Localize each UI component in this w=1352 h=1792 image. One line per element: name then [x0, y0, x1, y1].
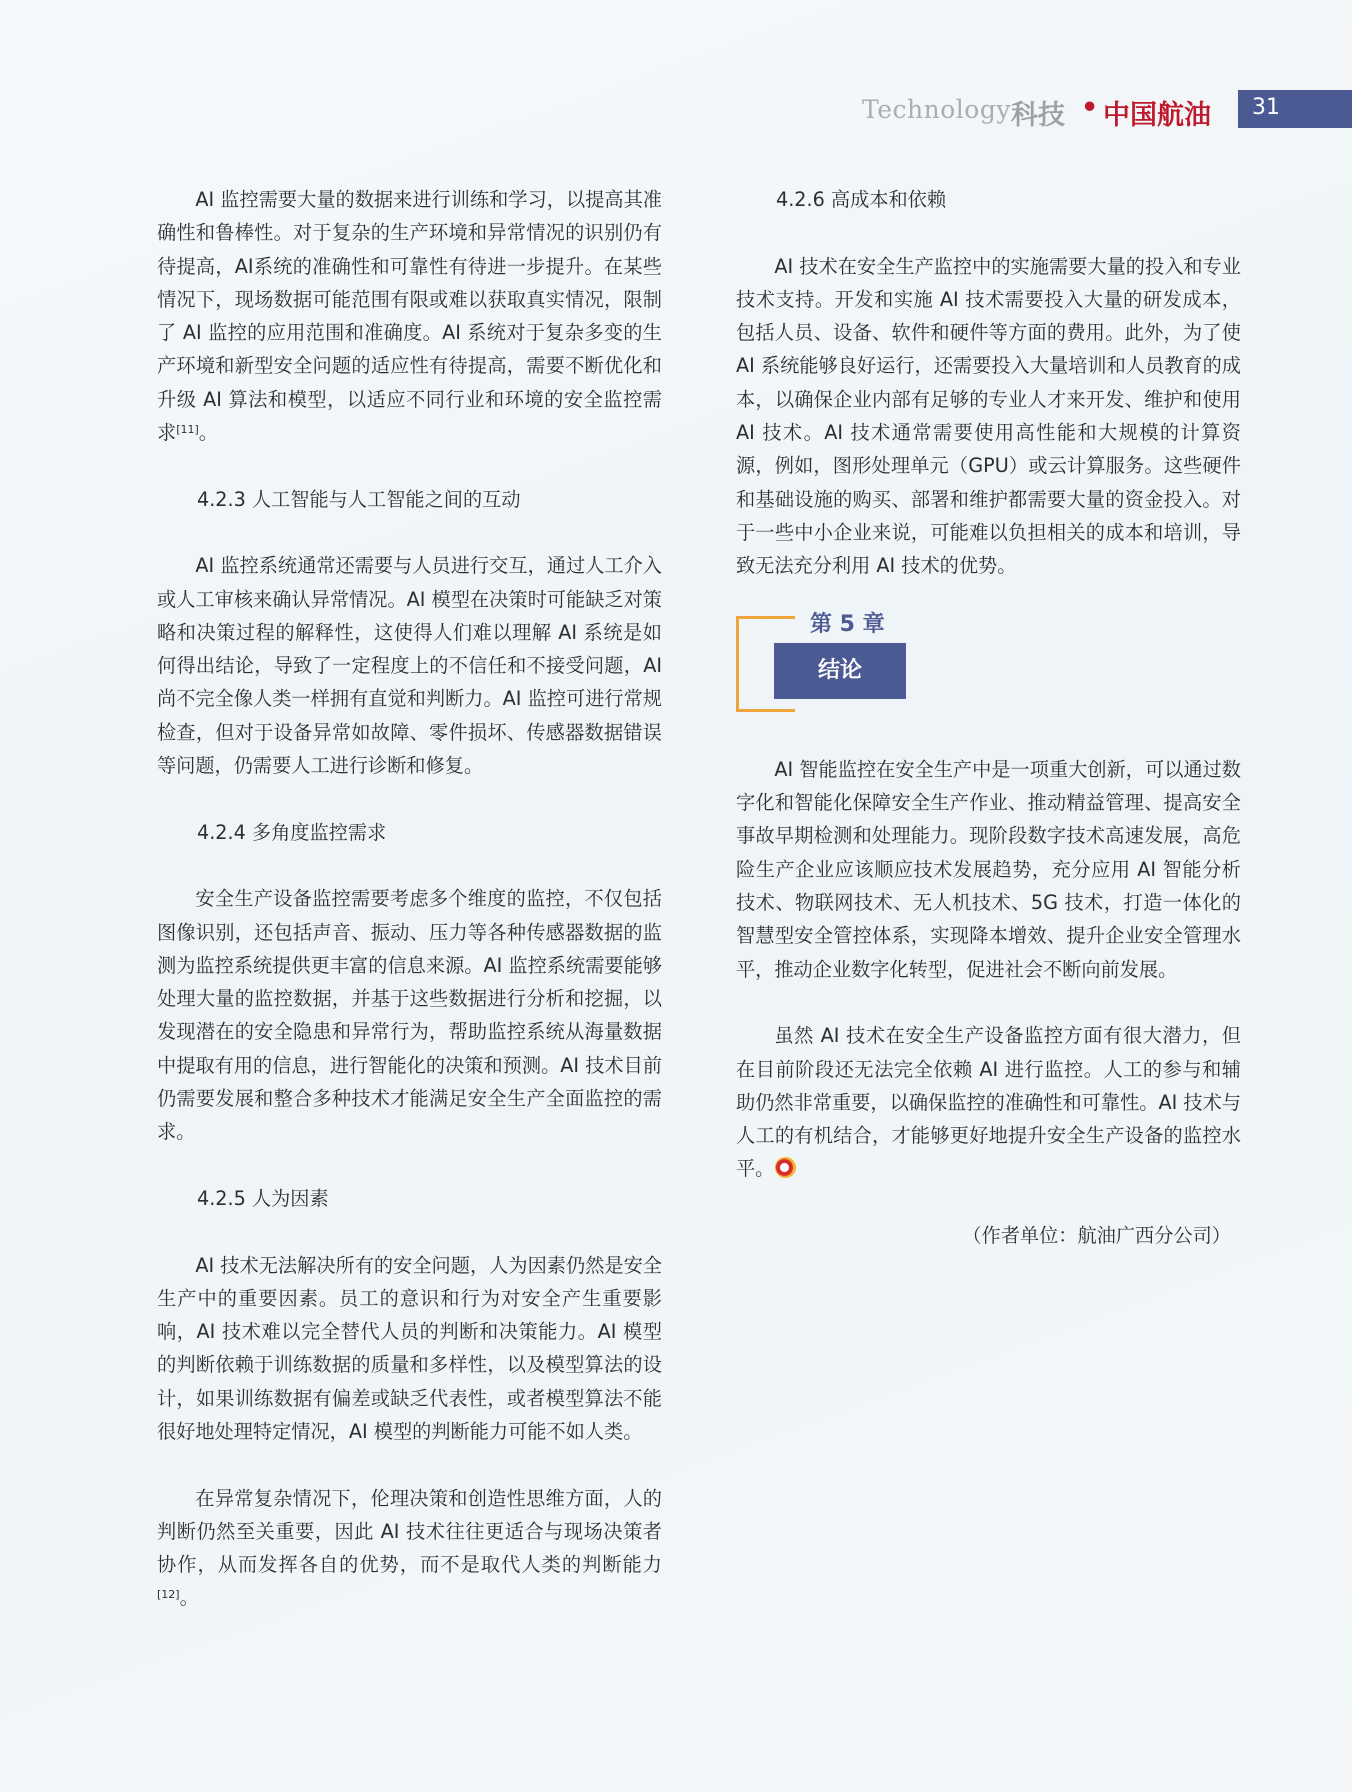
end-mark-icon: [775, 1157, 796, 1178]
left-column: [157, 183, 662, 1648]
paragraph-conclusion-2: [736, 1019, 1241, 1185]
heading-4-2-6: 4.2.6 高成本和依赖: [776, 188, 947, 211]
header-brand: 中国航油: [1103, 100, 1211, 131]
heading-4-2-3: 4.2.3 人工智能与人工智能之间的互动: [197, 487, 521, 511]
paragraph-text: 在异常复杂情况下，伦理决策和创造性思维方面，人的判断仍然至关重要，因此 AI 技术往往更适合与现场决策者协作，从而发挥各自的优势，而不是取代人类的判断能力: [157, 1486, 662, 1577]
chapter-title-box: 结论: [774, 643, 906, 699]
header-technology-label: Technology: [862, 95, 1011, 124]
header-dot: •: [1081, 92, 1099, 123]
right-column: [736, 183, 1241, 1286]
page-number: 31: [1252, 95, 1280, 120]
heading-4-2-5: 4.2.5 人为因素: [197, 1186, 329, 1210]
page-number-tab: [1238, 90, 1352, 128]
header-section-label: 科技: [1011, 100, 1065, 131]
paragraph-ai-data-needs: [157, 183, 662, 449]
paragraph-text: 虽然 AI 技术在安全生产设备监控方面有很大潜力，但在目前阶段还无法完全依赖 AI 进行监控。人工的参与和辅助仍然非常重要，以确保监控的准确性和可靠性。AI 技术与人工的有机结合，才能够更好地提升安全生产设备的监控水平。: [736, 1024, 1241, 1181]
reference-11: [11]: [176, 423, 199, 437]
paragraph-high-cost: AI 技术在安全生产监控中的实施需要大量的投入和专业技术支持。开发和实施 AI 技术需要投入大量的研发成本，包括人员、设备、软件和硬件等方面的费用。此外，为了使 AI 系统能够良好运行，还需要投入大量培训和人员教育的成本，以确保企业内部有足够的专业人才来开发、维护和使用 AI 技术。AI 技术通常需要使用高性能和大规模的计算资源，例如，图形处理单元（GPU）或云计算服务。这些硬件和基础设施的购买、部署和维护都需要大量的资金投入。对于一些中小企业来说，可能难以负担相关的成本和培训，导致无法充分利用 AI 技术的优势。: [736, 254, 1241, 578]
paragraph-text: AI 监控需要大量的数据来进行训练和学习，以提高其准确性和鲁棒性。对于复杂的生产环境和异常情况的识别仍有待提高，AI系统的准确性和可靠性有待进一步提升。在某些情况下，现场数据可能范围有限或难以获取真实情况，限制了 AI 监控的应用范围和准确度。AI 系统对于复杂多变的生产环境和新型安全问题的适应性有待提高，需要不断优化和升级 AI 算法和模型，以适应不同行业和环境的安全监控需求: [157, 188, 662, 445]
chapter-5-heading: [736, 611, 1241, 708]
author-affiliation: （作者单位：航油广西分公司）: [962, 1224, 1231, 1248]
paragraph-human-factors: AI 技术无法解决所有的安全问题，人为因素仍然是安全生产中的重要因素。员工的意识和行为对安全产生重要影响，AI 技术难以完全替代人员的判断和决策能力。AI 模型的判断依赖于训练数据的质量和多样性，以及模型算法的设计，如果训练数据有偏差或缺乏代表性，或者模型算法不能很好地处理特定情况，AI 模型的判断能力可能不如人类。: [157, 1253, 662, 1443]
chapter-number: 第 5 章: [810, 611, 885, 637]
paragraph-ethics: [157, 1482, 662, 1615]
paragraph-human-interaction: AI 监控系统通常还需要与人员进行交互，通过人工介入或人工审核来确认异常情况。AI 模型在决策时可能缺乏对策略和决策过程的解释性，这使得人们难以理解 AI 系统是如何得出结论，导致了一定程度上的不信任和不接受问题，AI 尚不完全像人类一样拥有直觉和判断力。AI 监控可进行常规检查，但对于设备异常如故障、零件损坏、传感器数据错误等问题，仍需要人工进行诊断和修复。: [157, 554, 662, 778]
page-header: [0, 90, 1352, 130]
reference-12: [12]: [157, 1588, 180, 1602]
heading-4-2-4: 4.2.4 多角度监控需求: [197, 820, 387, 844]
paragraph-conclusion-1: AI 智能监控在安全生产中是一项重大创新，可以通过数字化和智能化保障安全生产作业、推动精益管理、提高安全事故早期检测和处理能力。现阶段数字技术高速发展，高危险生产企业应该顺应技术发展趋势，充分应用 AI 智能分析技术、物联网技术、无人机技术、5G 技术，打造一体化的智慧型安全管控体系，实现降本增效、提升企业安全管理水平，推动企业数字化转型，促进社会不断向前发展。: [736, 757, 1241, 981]
paragraph-end: 。: [179, 1586, 199, 1610]
paragraph-multi-angle: 安全生产设备监控需要考虑多个维度的监控，不仅包括图像识别，还包括声音、振动、压力等各种传感器数据的监测为监控系统提供更丰富的信息来源。AI 监控系统需要能够处理大量的监控数据，并基于这些数据进行分析和挖掘，以发现潜在的安全隐患和异常行为，帮助监控系统从海量数据中提取有用的信息，进行智能化的决策和预测。AI 技术目前仍需要发展和整合多种技术才能满足安全生产全面监控的需求。: [157, 887, 662, 1144]
paragraph-end: 。: [198, 421, 218, 445]
